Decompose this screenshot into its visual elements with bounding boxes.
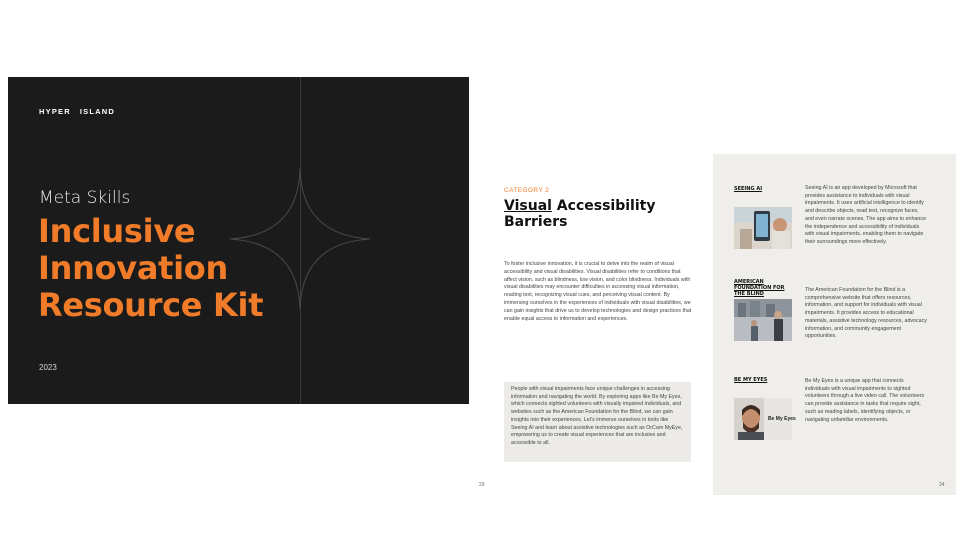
brand-logo	[39, 107, 115, 116]
seeing-ai-image	[734, 207, 792, 249]
heading-underlined: Visual	[504, 198, 552, 214]
brand-word-right: ISLAND	[79, 107, 115, 116]
cover-year: 2023	[39, 363, 57, 372]
cover-title-line: Innovation	[38, 249, 228, 287]
entry-text-be-my-eyes: Be My Eyes is a unique app that connects individuals with visual impairments to sighted volunteers through a live video call. The volunteers can provide assistance in tasks that require sight, such as reading labels, identifying objects, or navigating unfamiliar environments.	[805, 378, 925, 423]
cover-title-line: Resource Kit	[38, 286, 264, 324]
page-heading	[504, 198, 694, 230]
category-label: CATEGORY 2	[504, 187, 550, 194]
cover-title-line: Inclusive	[38, 212, 196, 250]
entry-label-seeing-ai: SEEING AI	[734, 186, 763, 192]
page-number-left: 23	[479, 482, 485, 488]
right-page	[713, 154, 956, 495]
intro-paragraph: To foster inclusive innovation, it is crucial to delve into the realm of visual accessibility and visual disabilities. Visual disabilities refer to conditions that affect vision, such as blindness, low vision, and color blindness. Individuals with visual disabilities may encounter difficulties in accessing visual information, reading text, recognizing visual cues, and perceiving visual content. By immersing ourselves in the experiences of individuals with visual disabilities, we can gain insights that drive us to develop technologies and design practices that enable equal access to information and experiences.	[504, 261, 692, 322]
entry-label-afb: AMERICAN FOUNDATION FOR THE BLIND	[734, 279, 785, 297]
heading-rest: Accessibility Barriers	[504, 198, 656, 230]
entry-label-be-my-eyes: BE MY EYES	[734, 377, 768, 383]
afb-image	[734, 299, 792, 341]
page-number-right: 24	[939, 482, 945, 488]
cover-title	[38, 213, 263, 324]
cover-slide	[8, 77, 469, 404]
callout-box: People with visual impairments face unique challenges in accessing information and navigating the world. By exploring apps like Be My Eyes, which connects sighted volunteers with visually impaired individuals, and websites such as the American Foundation for the Blind, we can gain insights into their experiences. Let's immerse ourselves in tools like Seeing AI and learn about assistive technologies such as OrCam MyEye, empowering us to create visual experiences that are inclusive and accessible to all.	[504, 382, 691, 462]
cover-subtitle: Meta Skills	[39, 188, 131, 208]
document-spread	[474, 154, 956, 495]
entry-text-seeing-ai: Seeing AI is an app developed by Microsoft that provides assistance to individuals with visual impairments. It uses artificial intelligence to identify and describe objects, read text, recognize faces, and even narrate scenes. The app aims to enhance the independence and accessibility of individuals with visual impairments, enabling them to navigate their surroundings more effectively.	[805, 185, 926, 245]
be-my-eyes-logo-text: Be My Eyes	[768, 416, 796, 422]
entry-text-afb: The American Foundation for the Blind is a comprehensive website that offers resources, information, and support for individuals with visual impairments. It provides access to educational materials, assistive technology resources, advocacy information, and community engagement opportunities.	[805, 287, 927, 340]
be-my-eyes-image	[734, 398, 796, 440]
left-page	[474, 154, 713, 495]
brand-word-left: HYPER	[39, 107, 71, 116]
